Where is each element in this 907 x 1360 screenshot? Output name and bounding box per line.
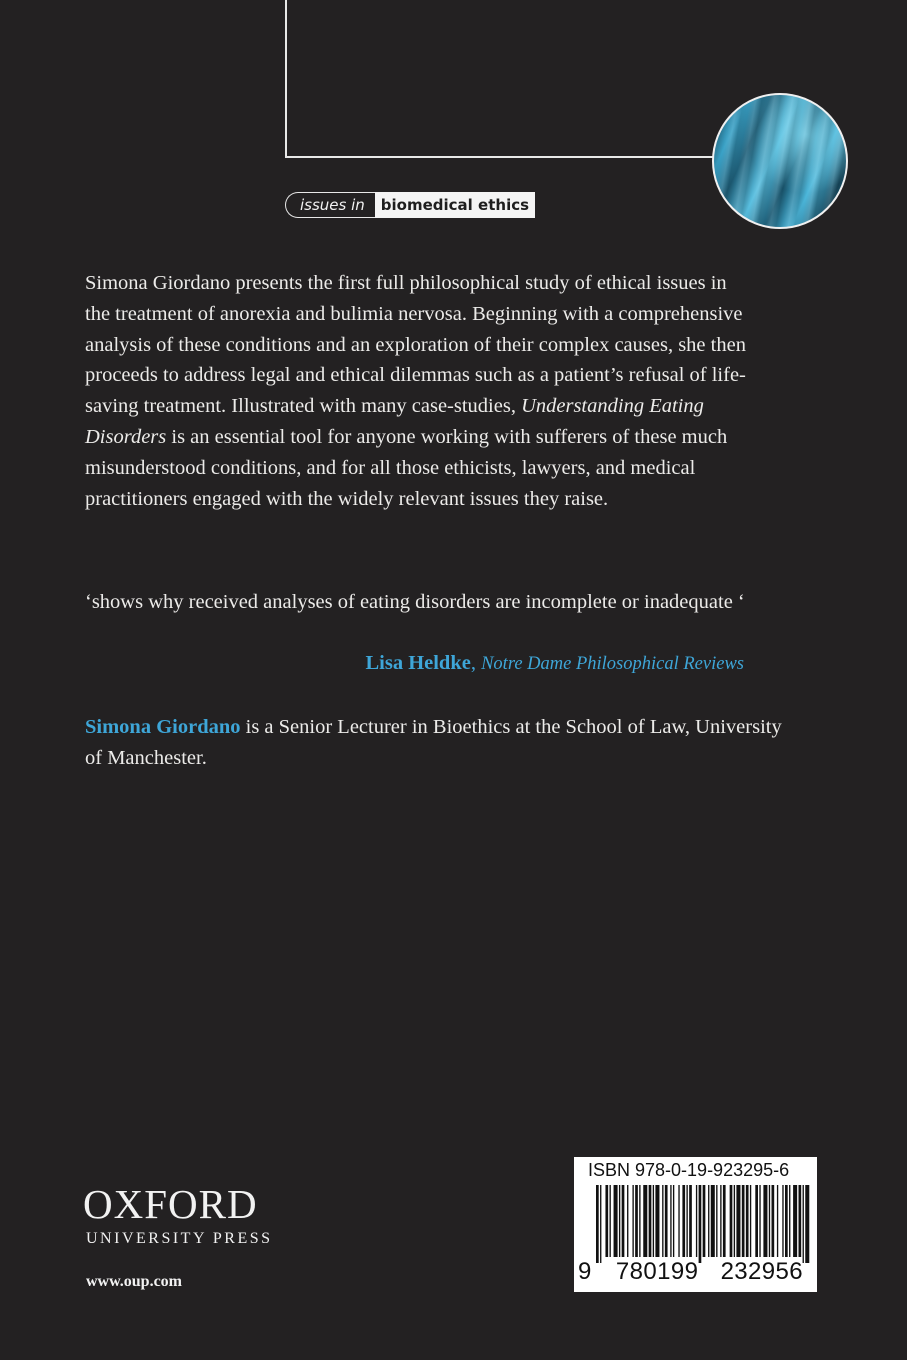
blurb-text-1: Simona Giordano presents the first full philosophical study of ethical issues in the treatment of anorexia and bulimia nervosa. Beginning with a comprehensive analysis of these conditions and an exploration of their complex causes, she then proceeds to address legal and ethical dilemmas such as a patient’s refusal of life-saving treatment. Illustrated with many case-studies,: [85, 272, 746, 418]
barcode-bar: [678, 1185, 679, 1257]
review-publication: Notre Dame Philosophical Reviews: [481, 654, 744, 674]
barcode-bar: [763, 1185, 767, 1257]
barcode-bar: [730, 1185, 733, 1257]
barcode-bar: [686, 1185, 687, 1257]
barcode-bar: [622, 1185, 625, 1257]
barcode-bar: [703, 1185, 706, 1257]
barcode-bar: [746, 1185, 749, 1257]
barcode-bar: [596, 1185, 599, 1263]
cover-image-orb: [712, 93, 848, 229]
barcode-bar: [673, 1185, 674, 1257]
barcode-bar: [662, 1185, 663, 1257]
publisher-logo: OXFORD: [83, 1181, 258, 1227]
barcode-bar: [610, 1185, 611, 1257]
barcode-bar: [799, 1185, 802, 1257]
barcode-bar: [639, 1185, 640, 1257]
barcode-bar: [755, 1185, 758, 1257]
barcode-digits: [578, 1258, 803, 1286]
barcode-bar: [736, 1185, 740, 1257]
barcode-bar: [803, 1185, 804, 1263]
barcode-bar: [632, 1185, 633, 1257]
review-attribution: [365, 648, 744, 679]
barcode-bar: [782, 1185, 783, 1257]
barcode-bar: [600, 1185, 601, 1263]
barcode-bar: [605, 1185, 608, 1257]
barcode-bar: [772, 1185, 775, 1257]
barcode-bar: [720, 1185, 721, 1257]
frame-line-horizontal: [285, 156, 713, 158]
frame-line-vertical: [285, 0, 287, 158]
author-name: Simona Giordano: [85, 716, 241, 738]
barcode-bar: [769, 1185, 770, 1257]
barcode-bar: [682, 1185, 685, 1257]
barcode-bar: [619, 1185, 620, 1257]
series-prefix: issues in: [285, 192, 375, 218]
barcode-bar: [734, 1185, 735, 1257]
series-name: biomedical ethics: [375, 192, 535, 218]
publisher-website: www.oup.com: [86, 1273, 183, 1290]
blurb-text-2: is an essential tool for anyone working with sufferers of these much misunderstood conditions, and for all those ethicists, lawyers, and medical practitioners engaged with the widely relevant issues they raise.: [85, 425, 728, 510]
barcode-bar: [777, 1185, 778, 1257]
barcode-bar: [793, 1185, 797, 1257]
barcode-bar: [785, 1185, 788, 1257]
barcode-first-digit: 9: [578, 1258, 592, 1285]
barcode-bar: [627, 1185, 628, 1257]
series-label: [285, 192, 535, 218]
barcode-bar: [708, 1185, 709, 1257]
barcode-bar: [723, 1185, 726, 1257]
barcode-bar: [750, 1185, 751, 1257]
attribution-separator: ,: [470, 652, 476, 674]
barcode-bar: [655, 1185, 659, 1257]
barcode-right-group: 232956: [720, 1258, 804, 1285]
barcode-bar: [696, 1185, 697, 1257]
barcode-bar: [670, 1185, 671, 1257]
book-title: Understanding Eating Disorders: [85, 395, 704, 448]
author-bio-text: is a Senior Lecturer in Bioethics at the School of Law, University of Manchester.: [85, 716, 782, 769]
reviewer-name: Lisa Heldke: [365, 652, 471, 674]
barcode-bar: [699, 1185, 702, 1263]
barcode-left-group: 780199: [615, 1258, 699, 1285]
barcode-bar: [649, 1185, 652, 1257]
publisher-logo-subtitle: UNIVERSITY PRESS: [86, 1230, 273, 1247]
barcode-bar: [614, 1185, 618, 1257]
barcode-bar: [805, 1185, 809, 1263]
barcode-bar: [711, 1185, 715, 1257]
barcode-bar: [789, 1185, 790, 1257]
barcode: [574, 1157, 817, 1292]
barcode-bar: [635, 1185, 638, 1257]
barcode-bar: [665, 1185, 668, 1257]
review-quote: ‘shows why received analyses of eating disorders are incomplete or inadequate ‘: [85, 591, 745, 613]
isbn-label: ISBN 978-0-19-923295-6: [588, 1160, 790, 1180]
barcode-bar: [759, 1185, 760, 1257]
barcode-bar: [643, 1185, 647, 1257]
barcode-bar: [653, 1185, 654, 1257]
barcode-bar: [716, 1185, 717, 1257]
author-bio: [85, 712, 785, 774]
barcode-bar: [742, 1185, 745, 1257]
blurb-paragraph: [85, 268, 755, 514]
barcode-bar: [689, 1185, 692, 1257]
